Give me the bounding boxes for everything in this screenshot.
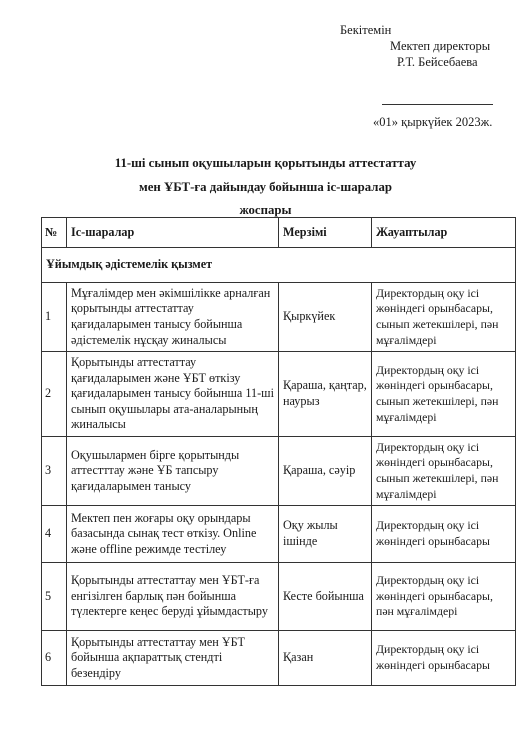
row-deadline: Кесте бойынша <box>279 563 372 631</box>
table-row <box>42 631 516 686</box>
row-deadline: Қазан <box>279 631 372 686</box>
document-title-line-1: 11-ші сынып оқушыларын қорытынды аттестаттау <box>114 156 417 170</box>
row-responsible: Директордың оқу ісі жөніндегі орынбасары, сынып жетекшілері, пән мұғалімдері <box>372 283 516 352</box>
header-num: № <box>42 218 67 248</box>
row-num: 1 <box>42 283 67 352</box>
row-num: 2 <box>42 352 67 437</box>
row-num: 3 <box>42 437 67 506</box>
document-title-line-2: мен ҰБТ-ға дайындау бойынша іс-шаралар <box>139 180 392 194</box>
section-title: Ұйымдық әдістемелік қызмет <box>42 248 516 283</box>
row-deadline: Оқу жылы ішінде <box>279 506 372 563</box>
plan-table <box>41 217 516 686</box>
row-num: 6 <box>42 631 67 686</box>
row-responsible: Директордың оқу ісі жөніндегі орынбасары <box>372 506 516 563</box>
header-responsible: Жауаптылар <box>372 218 516 248</box>
row-num: 5 <box>42 563 67 631</box>
table-header-row <box>42 218 516 248</box>
row-activity: Оқушылармен бірге қорытынды аттестттау және ҰБ тапсыру қағидаларымен танысу <box>67 437 279 506</box>
approval-line-name: Р.Т. Бейсебаева <box>397 55 478 69</box>
row-activity: Мектеп пен жоғары оқу орындары базасында сынақ тест өткізу. Online және offline режимде тестілеу <box>67 506 279 563</box>
signature-line <box>382 104 493 105</box>
row-activity: Мұғалімдер мен әкімшілікке арналған қорытынды аттестаттау қағидаларымен танысу бойынша әдістемелік нұсқау жиналысы <box>67 283 279 352</box>
row-responsible: Директордың оқу ісі жөніндегі орынбасары, пән мұғалімдері <box>372 563 516 631</box>
row-activity: Қорытынды аттестаттау мен ҰБТ-ға енгізілген барлық пән бойынша түлектерге кеңес беруді ұйымдастыру <box>67 563 279 631</box>
approval-date: «01» қыркүйек 2023ж. <box>373 115 493 129</box>
header-activity: Іс-шаралар <box>67 218 279 248</box>
row-deadline: Қыркүйек <box>279 283 372 352</box>
section-row <box>42 248 516 283</box>
row-activity: Қорытынды аттестаттау қағидаларымен және ҰБТ өткізу қағидаларымен танысу бойынша 11-ші сынып оқушылары ата-аналарының жиналысы <box>67 352 279 437</box>
row-responsible: Директордың оқу ісі жөніндегі орынбасары, сынып жетекшілері, пән мұғалімдері <box>372 352 516 437</box>
table-row <box>42 506 516 563</box>
row-responsible: Директордың оқу ісі жөніндегі орынбасары <box>372 631 516 686</box>
row-activity: Қорытынды аттестаттау мен ҰБТ бойынша ақпараттық стендті безендіру <box>67 631 279 686</box>
row-deadline: Қараша, сәуір <box>279 437 372 506</box>
row-deadline: Қараша, қаңтар, наурыз <box>279 352 372 437</box>
approval-block <box>340 22 500 70</box>
approval-line-position: Мектеп директоры <box>390 39 491 53</box>
row-responsible: Директордың оқу ісі жөніндегі орынбасары, сынып жетекшілері, пән мұғалімдері <box>372 437 516 506</box>
table-row <box>42 352 516 437</box>
table-row <box>42 283 516 352</box>
document-title-line-3: жоспары <box>239 203 292 217</box>
table-row <box>42 437 516 506</box>
table-row <box>42 563 516 631</box>
header-deadline: Мерзімі <box>279 218 372 248</box>
approval-line-approve: Бекітемін <box>340 23 392 37</box>
row-num: 4 <box>42 506 67 563</box>
